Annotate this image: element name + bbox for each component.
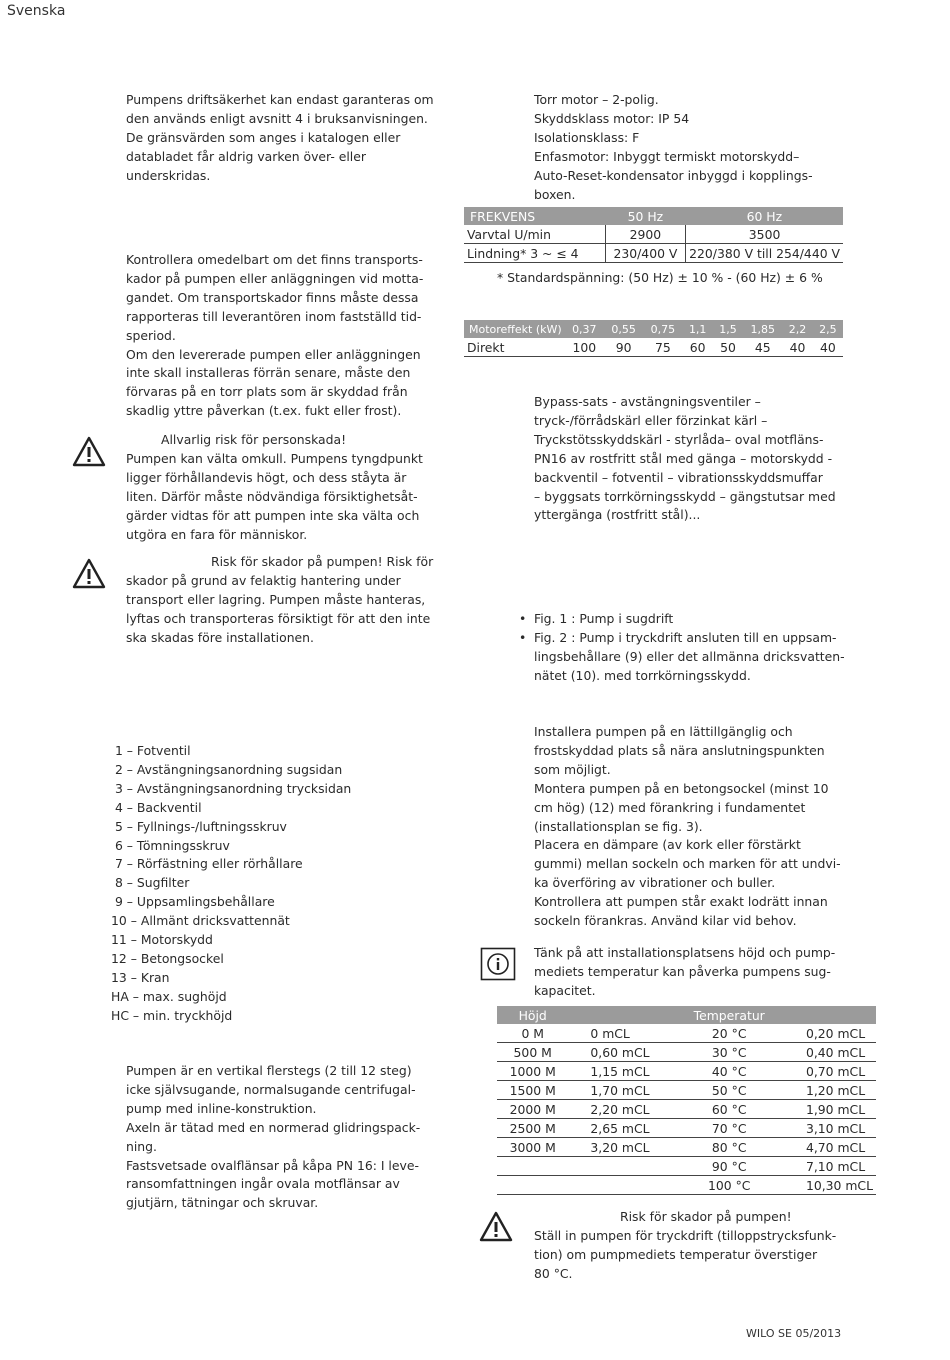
table-header: 0,75 bbox=[650, 322, 676, 336]
table-cell bbox=[568, 1157, 682, 1176]
text-line: lyftas och transporteras försiktigt för att den inte bbox=[126, 610, 431, 626]
text-line: kador på pumpen eller anläggningen vid motta- bbox=[126, 270, 424, 286]
table-cell: 45 bbox=[754, 339, 771, 355]
warning-title-pump: Risk för skador på pumpen! Risk för bbox=[211, 554, 434, 569]
height-temperature-table bbox=[497, 1006, 876, 1195]
table-cell: 1,70 mCL bbox=[590, 1082, 650, 1098]
text-line: 4 – Backventil bbox=[111, 799, 202, 815]
text-line: underskridas. bbox=[126, 167, 211, 183]
table-cell: 1,90 mCL bbox=[805, 1101, 866, 1117]
text-line: Montera pumpen på en betongsockel (minst 10 bbox=[534, 780, 829, 796]
text-line: pump med inline-konstruktion. bbox=[126, 1100, 317, 1116]
table-cell: 500 M bbox=[513, 1044, 552, 1060]
table-cell: 2,20 mCL bbox=[590, 1101, 650, 1117]
table-cell: 40 °C bbox=[711, 1063, 747, 1079]
text-line: den används enligt avsnitt 4 i bruksanvisningen. bbox=[126, 110, 428, 126]
table-header: Temperatur bbox=[693, 1007, 765, 1023]
table-header: 50 Hz bbox=[627, 208, 664, 224]
text-line: Auto-Reset-kondensator inbyggd i kopplings- bbox=[534, 167, 813, 183]
table-cell: 1000 M bbox=[509, 1063, 556, 1079]
table-row bbox=[497, 1176, 876, 1195]
text-line: Tänk på att installationsplatsens höjd och pump- bbox=[534, 945, 836, 960]
text-line: Enfasmotor: Inbyggt termiskt motorskydd– bbox=[534, 148, 800, 164]
table-cell: 3,20 mCL bbox=[590, 1139, 650, 1155]
table-header: Motoreffekt (kW) bbox=[469, 322, 562, 336]
text-line: tion) om pumpmediets temperatur överstiger bbox=[534, 1246, 818, 1262]
table-row bbox=[497, 1100, 876, 1119]
footer-text: WILO SE 05/2013 bbox=[746, 1327, 842, 1340]
text-line: utgöra en fara för människor. bbox=[126, 526, 308, 542]
figure-legend bbox=[111, 742, 351, 1026]
text-line: HA – max. sughöjd bbox=[111, 988, 227, 1004]
table-row bbox=[497, 1138, 876, 1157]
table-cell: 20 °C bbox=[711, 1025, 747, 1041]
text-line: cm hög) (12) med förankring i fundamentet bbox=[534, 799, 806, 815]
text-line: Kontrollera att pumpen står exakt lodrätt innan bbox=[534, 894, 828, 910]
text-line: Pumpen kan välta omkull. Pumpens tyngdpunkt bbox=[126, 451, 423, 466]
table-cell: 0,70 mCL bbox=[805, 1063, 866, 1079]
installation-paragraph bbox=[534, 723, 841, 931]
text-line: 3 – Avstängningsanordning trycksidan bbox=[111, 780, 352, 796]
table-cell: 60 bbox=[689, 339, 706, 355]
warning-icon bbox=[479, 1210, 513, 1244]
accessories-paragraph bbox=[534, 393, 836, 525]
text-line: inte skall installeras förrän senare, måste den bbox=[126, 365, 411, 381]
text-line: Fig. 2 : Pump i tryckdrift ansluten till en uppsam- bbox=[534, 629, 837, 645]
text-line: 9 – Uppsamlingsbehållare bbox=[111, 894, 275, 910]
text-line: HC – min. tryckhöjd bbox=[111, 1007, 233, 1023]
table-cell: 230/400 V bbox=[605, 244, 685, 263]
table-cell: 90 bbox=[615, 339, 632, 355]
text-line: som möjligt. bbox=[534, 761, 611, 777]
text-line: 11 – Motorskydd bbox=[111, 932, 213, 948]
table-cell: 3000 M bbox=[509, 1139, 556, 1155]
table-cell: 100 bbox=[572, 339, 597, 355]
text-line: nätet (10). med torrkörningsskydd. bbox=[534, 667, 751, 683]
table-header: 0,55 bbox=[611, 322, 636, 336]
table-cell: 50 °C bbox=[711, 1082, 747, 1098]
table-cell: 0,20 mCL bbox=[805, 1025, 866, 1041]
warning-title-temperature: Risk för skador på pumpen! bbox=[620, 1209, 792, 1224]
table-header: FREKVENS bbox=[470, 208, 536, 224]
text-line: Bypass-sats - avstängningsventiler – bbox=[534, 394, 761, 409]
table-cell: 40 bbox=[819, 339, 836, 355]
table-cell: 4,70 mCL bbox=[805, 1139, 866, 1155]
text-line: backventil – fotventil – vibrationsskyddsmuffar bbox=[534, 469, 823, 485]
table-cell: 90 °C bbox=[711, 1158, 747, 1174]
table-cell: 1500 M bbox=[509, 1082, 556, 1098]
table-cell: 2500 M bbox=[509, 1120, 556, 1136]
table-cell: 60 °C bbox=[711, 1101, 747, 1117]
text-line: transport eller lagring. Pumpen måste hanteras, bbox=[126, 591, 426, 607]
text-line: liten. Därför måste nödvändiga försiktighetsåt- bbox=[126, 488, 418, 504]
table-cell: Lindning* 3 ~ ≤ 4 bbox=[467, 245, 579, 261]
table-cell: 0,40 mCL bbox=[805, 1044, 866, 1060]
text-line: icke självsugande, normalsugande centrifugal- bbox=[126, 1081, 416, 1097]
table-cell: 80 °C bbox=[711, 1139, 747, 1155]
table-header: 2,5 bbox=[819, 322, 837, 336]
text-line: rapporteras till leverantören inom fastställd tid- bbox=[126, 308, 422, 324]
text-line: 1 – Fotventil bbox=[111, 743, 191, 758]
text-line: 2 – Avstängningsanordning sugsidan bbox=[111, 761, 343, 777]
table-cell: 3,10 mCL bbox=[805, 1120, 866, 1136]
text-line: Om den levererade pumpen eller anläggningen bbox=[126, 346, 421, 362]
text-line: ransomfattningen ingår ovala motflänsar av bbox=[126, 1176, 400, 1192]
table-row bbox=[497, 1043, 876, 1062]
table-header: 1,1 bbox=[688, 322, 707, 336]
table-cell: 0,60 mCL bbox=[590, 1044, 650, 1060]
table-cell: 0 mCL bbox=[590, 1025, 630, 1041]
table-cell: 75 bbox=[655, 339, 671, 355]
text-line: Tryckstötsskyddskärl - styrlåda– oval motfläns- bbox=[534, 431, 824, 447]
text-line: – byggsats torrkörningsskydd – gängstutsar med bbox=[534, 488, 836, 504]
text-line: gjutjärn, tätningar och skruvar. bbox=[126, 1195, 319, 1211]
text-line: 7 – Rörfästning eller rörhållare bbox=[111, 856, 303, 872]
warning-icon bbox=[72, 557, 106, 591]
text-line: Pumpens driftsäkerhet kan endast garanteras om bbox=[126, 92, 434, 107]
warning-text-pump bbox=[126, 572, 430, 648]
table-cell: 10,30 mCL bbox=[805, 1177, 873, 1193]
text-line: Pumpen är en vertikal flerstegs (2 till 12 steg) bbox=[126, 1063, 412, 1078]
figure-bullets bbox=[519, 610, 845, 686]
table-cell: 1,15 mCL bbox=[590, 1063, 650, 1079]
table-cell: Varvtal U/min bbox=[467, 226, 551, 242]
description-paragraph bbox=[126, 1062, 420, 1213]
text-line: förvaras på en torr plats som är skyddad från bbox=[126, 384, 408, 400]
table-row bbox=[497, 1157, 876, 1176]
text-line: frostskyddad plats så nära anslutningspunkten bbox=[534, 742, 825, 758]
text-line: (installationsplan se fig. 3). bbox=[534, 818, 703, 834]
table-cell bbox=[497, 1176, 568, 1195]
text-line: 5 – Fyllnings-/luftningsskruv bbox=[111, 818, 287, 834]
motor-specs bbox=[534, 91, 813, 204]
text-line: Kontrollera omedelbart om det finns transports- bbox=[126, 252, 423, 267]
text-line: Fastsvetsade ovalflänsar på kåpa PN 16: I leve- bbox=[126, 1157, 419, 1173]
language-label: Svenska bbox=[7, 3, 66, 19]
info-paragraph bbox=[534, 944, 835, 1001]
list-item: • Fig. 2 : Pump i tryckdrift ansluten till en uppsam- lingsbehållare (9) eller det allmänna dricksvatten- nätet (10). med torrkörningsskydd. bbox=[519, 629, 845, 686]
text-line: 6 – Tömningsskruv bbox=[111, 837, 230, 853]
text-line: ka överföring av vibrationer och buller. bbox=[534, 875, 776, 891]
table-cell: 70 °C bbox=[711, 1120, 747, 1136]
text-line: kapacitet. bbox=[534, 982, 596, 998]
text-line: Axeln är tätad med en normerad glidringspack- bbox=[126, 1119, 421, 1135]
text-line: yttergänga (rostfritt stål)... bbox=[534, 507, 701, 523]
bullet-text bbox=[534, 629, 845, 686]
text-line: De gränsvärden som anges i katalogen eller bbox=[126, 129, 401, 145]
text-line: Installera pumpen på en lättillgänglig och bbox=[534, 724, 793, 739]
text-line: 10 – Allmänt dricksvattennät bbox=[111, 913, 290, 929]
frequency-table bbox=[464, 207, 843, 263]
text-line: mediets temperatur kan påverka pumpens sug- bbox=[534, 963, 831, 979]
table-header: Höjd bbox=[518, 1007, 547, 1023]
table-cell: 2900 bbox=[605, 225, 685, 244]
text-line: ning. bbox=[126, 1138, 157, 1154]
table-row bbox=[497, 1024, 876, 1043]
table-cell: 2,65 mCL bbox=[590, 1120, 650, 1136]
table-cell: 100 °C bbox=[707, 1177, 751, 1193]
table-header bbox=[568, 1006, 682, 1024]
text-line: 8 – Sugfilter bbox=[111, 875, 190, 891]
text-line: sockeln förankras. Använd kilar vid behov. bbox=[534, 913, 797, 929]
table-header bbox=[776, 1006, 876, 1024]
warning-text-personal bbox=[126, 450, 423, 545]
text-line: 80 °C. bbox=[534, 1265, 573, 1281]
transport-paragraph bbox=[126, 251, 423, 421]
text-line: 12 – Betongsockel bbox=[111, 950, 224, 966]
height-table-body bbox=[497, 1024, 876, 1195]
warning-text-temperature bbox=[534, 1227, 836, 1284]
text-line: gandet. Om transportskador finns måste dessa bbox=[126, 289, 419, 305]
list-item: • Fig. 1 : Pump i sugdrift bbox=[519, 610, 845, 629]
text-line: databladet får aldrig varken över- eller bbox=[126, 148, 366, 164]
text-line: ska skadas före installationen. bbox=[126, 629, 314, 645]
text-line: Isolationsklass: F bbox=[534, 129, 640, 145]
voltage-note: * Standardspänning: (50 Hz) ± 10 % - (60 Hz) ± 6 % bbox=[497, 270, 823, 285]
table-cell: 3500 bbox=[686, 225, 843, 244]
table-cell: 2000 M bbox=[509, 1101, 556, 1117]
warning-icon bbox=[72, 435, 106, 469]
table-header: 1,85 bbox=[750, 322, 775, 336]
power-table bbox=[464, 320, 843, 357]
text-line: gummi) mellan sockeln och marken för att undvi- bbox=[534, 856, 841, 872]
table-header: 0,37 bbox=[572, 322, 597, 336]
bullet-text bbox=[534, 610, 673, 629]
table-header: 1,5 bbox=[719, 322, 737, 336]
text-line: Fig. 1 : Pump i sugdrift bbox=[534, 611, 674, 626]
table-cell: 40 bbox=[789, 339, 806, 355]
table-cell bbox=[497, 1157, 568, 1176]
table-cell: 7,10 mCL bbox=[805, 1158, 866, 1174]
text-line: ligger förhållandevis högt, och dess ståyta är bbox=[126, 469, 407, 485]
reliability-paragraph bbox=[126, 91, 434, 186]
text-line: Torr motor – 2-polig. bbox=[534, 92, 659, 107]
table-cell: 220/380 V till 254/440 V bbox=[686, 244, 843, 263]
table-cell: 0 M bbox=[521, 1025, 544, 1041]
table-cell: Direkt bbox=[467, 339, 505, 355]
table-cell: 30 °C bbox=[711, 1044, 747, 1060]
text-line: tryck-/förrådskärl eller förzinkat kärl – bbox=[534, 412, 768, 428]
table-row bbox=[497, 1062, 876, 1081]
text-line: gärder vidtas för att pumpen inte ska välta och bbox=[126, 507, 420, 523]
info-icon bbox=[480, 947, 516, 981]
text-line: skador på grund av felaktig hantering under bbox=[126, 573, 401, 588]
text-line: Placera en dämpare (av kork eller förstärkt bbox=[534, 837, 801, 853]
text-line: Ställ in pumpen för tryckdrift (tilloppstrycksfunk- bbox=[534, 1228, 837, 1243]
text-line: boxen. bbox=[534, 186, 576, 202]
text-line: lingsbehållare (9) eller det allmänna dricksvatten- bbox=[534, 648, 845, 664]
table-row bbox=[497, 1119, 876, 1138]
warning-title-personal: Allvarlig risk för personskada! bbox=[161, 432, 347, 447]
table-cell bbox=[568, 1176, 682, 1195]
text-line: speriod. bbox=[126, 327, 176, 343]
text-line: PN16 av rostfritt stål med gänga – motorskydd - bbox=[534, 450, 833, 466]
table-row bbox=[497, 1081, 876, 1100]
table-header: 2,2 bbox=[788, 322, 807, 336]
table-header: 60 Hz bbox=[746, 208, 783, 224]
table-cell: 1,20 mCL bbox=[805, 1082, 866, 1098]
text-line: Skyddsklass motor: IP 54 bbox=[534, 110, 690, 126]
text-line: skadlig yttre påverkan (t.ex. fukt eller frost). bbox=[126, 403, 402, 419]
table-cell: 50 bbox=[720, 339, 736, 355]
text-line: 13 – Kran bbox=[111, 969, 170, 985]
